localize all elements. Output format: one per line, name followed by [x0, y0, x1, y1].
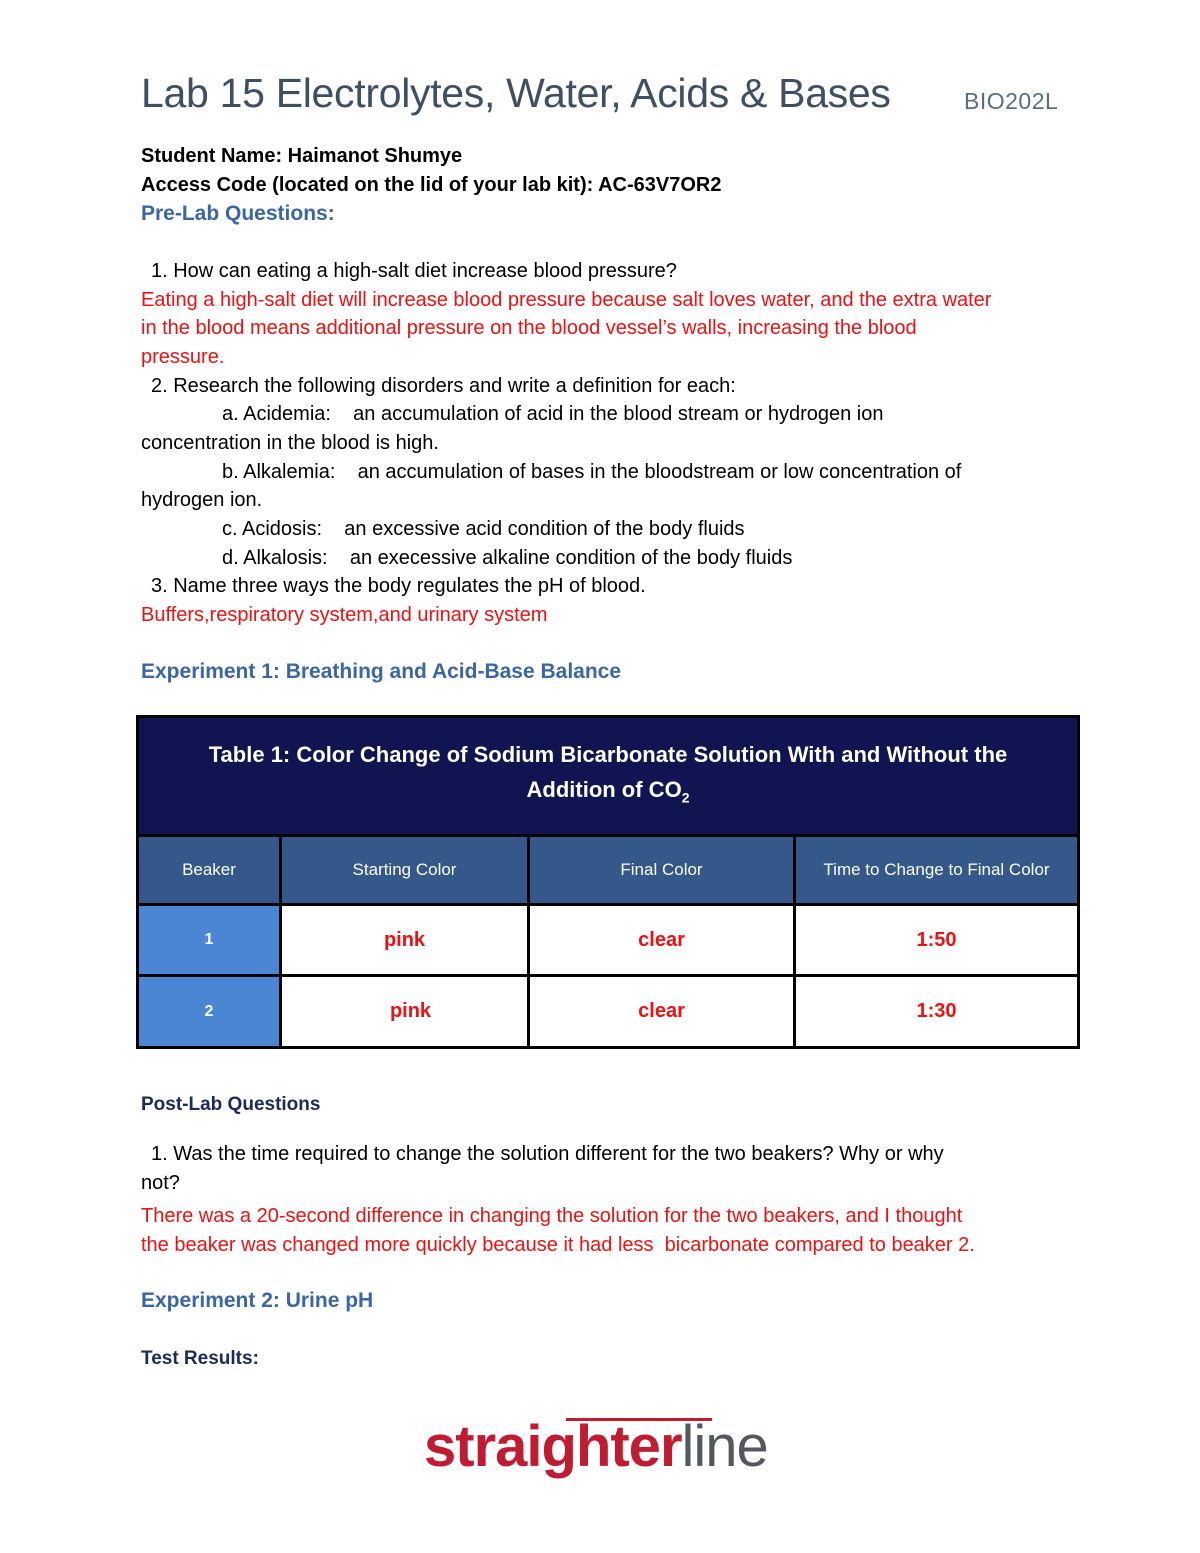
- postlab-q1-line2: not?: [141, 1172, 180, 1194]
- final-color-cell: clear: [529, 976, 795, 1048]
- prelab-q2a-line2: concentration in the blood is high.: [141, 432, 439, 454]
- logo-part-line: line: [681, 1414, 768, 1479]
- student-name: Student Name: Haimanot Shumye: [141, 145, 463, 167]
- final-color-cell: clear: [529, 904, 795, 976]
- page-title: Lab 15 Electrolytes, Water, Acids & Bases: [141, 70, 891, 116]
- starting-color-cell: pink: [281, 904, 529, 976]
- beaker-cell: 1: [138, 904, 281, 976]
- prelab-a1-line2: in the blood means additional pressure on the blood vessel’s walls, increasing the blood: [141, 317, 917, 339]
- postlab-a1-line2: the beaker was changed more quickly because it had less bicarbonate compared to beaker 2.: [141, 1234, 975, 1256]
- time-cell: 1:50: [795, 904, 1079, 976]
- straighterline-logo: [424, 1413, 768, 1480]
- table-row: [138, 904, 1079, 976]
- test-results-label: Test Results:: [141, 1348, 259, 1369]
- table-caption-line2: Addition of CO: [526, 776, 682, 802]
- prelab-q1: 1. How can eating a high-salt diet increase blood pressure?: [151, 260, 677, 282]
- table-caption-line1: Table 1: Color Change of Sodium Bicarbonate Solution With and Without the: [208, 741, 1008, 767]
- table-caption-subscript: 2: [681, 789, 690, 806]
- table-1: [136, 715, 1080, 1049]
- col-header-beaker: Beaker: [138, 836, 281, 904]
- postlab-q1-line1: 1. Was the time required to change the solution different for the two beakers? Why or why: [151, 1143, 944, 1165]
- logo-part-straighter: straighter: [424, 1414, 682, 1479]
- prelab-q2b-line1: b. Alkalemia: an accumulation of bases in the bloodstream or low concentration of: [222, 461, 962, 483]
- prelab-q3: 3. Name three ways the body regulates the pH of blood.: [151, 575, 646, 597]
- prelab-q2: 2. Research the following disorders and write a definition for each:: [151, 375, 736, 397]
- prelab-q2d: d. Alkalosis: an execessive alkaline condition of the body fluids: [222, 547, 793, 569]
- prelab-a1-line1: Eating a high-salt diet will increase blood pressure because salt loves water, and the extra water: [141, 289, 992, 311]
- col-header-starting-color: Starting Color: [281, 836, 529, 904]
- col-header-final-color: Final Color: [529, 836, 795, 904]
- col-header-time: Time to Change to Final Color: [795, 836, 1079, 904]
- prelab-a1-line3: pressure.: [141, 346, 225, 368]
- experiment2-heading: Experiment 2: Urine pH: [141, 1289, 374, 1312]
- time-cell: 1:30: [795, 976, 1079, 1048]
- table-caption: [138, 717, 1079, 836]
- course-code: BIO202L: [964, 88, 1059, 114]
- postlab-heading: Post-Lab Questions: [141, 1094, 321, 1115]
- beaker-cell: 2: [138, 976, 281, 1048]
- prelab-q2c: c. Acidosis: an excessive acid condition of the body fluids: [222, 518, 745, 540]
- prelab-heading: Pre-Lab Questions:: [141, 202, 335, 225]
- starting-color-cell: pink: [281, 976, 529, 1048]
- access-code: Access Code (located on the lid of your lab kit): AC-63V7OR2: [141, 174, 722, 196]
- table-row: [138, 976, 1079, 1048]
- prelab-a3: Buffers,respiratory system,and urinary system: [141, 604, 548, 626]
- prelab-q2b-line2: hydrogen ion.: [141, 489, 263, 511]
- postlab-a1-line1: There was a 20-second difference in changing the solution for the two beakers, and I thought: [141, 1205, 963, 1227]
- experiment1-heading: Experiment 1: Breathing and Acid-Base Balance: [141, 660, 622, 683]
- prelab-q2a-line1: a. Acidemia: an accumulation of acid in the blood stream or hydrogen ion: [222, 403, 884, 425]
